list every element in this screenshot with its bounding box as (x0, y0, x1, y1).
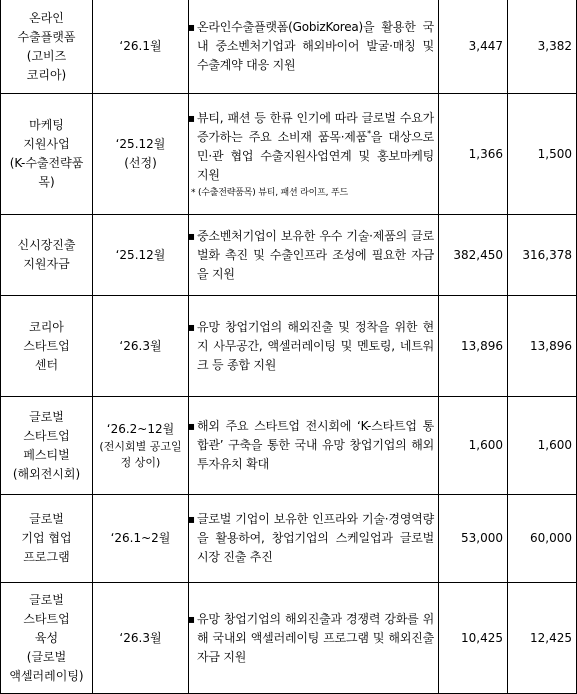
program-description (189, 94, 439, 215)
budget-current: 3,382 (508, 0, 577, 94)
application-date: ‘26.3월 (93, 583, 189, 694)
budget-prev: 1,366 (439, 94, 508, 215)
program-name: 글로벌 기업 협업 프로그램 (1, 495, 93, 583)
application-date: ‘25.12월 (선정) (93, 94, 189, 215)
table-row (1, 495, 577, 583)
program-description: ▪ 해외 주요 스타트업 전시회에 ‘K-스타트업 통합관’ 구축을 통한 국내 유망 창업기업의 해외 투자유치 확대 (189, 397, 439, 495)
budget-current: 316,378 (508, 215, 577, 296)
table-row (1, 296, 577, 397)
table-row (1, 397, 577, 495)
program-name: 글로벌 스타트업 육성 (글로벌 액셀러레이팅) (1, 583, 93, 694)
program-description: ▪ 중소벤처기업이 보유한 우수 기술·제품의 글로벌화 촉진 및 수출인프라 조성에 필요한 자금을 지원 (189, 215, 439, 296)
bullet-icon: ▪ (187, 228, 196, 243)
application-date: ‘25.12월 (93, 215, 189, 296)
table-row (1, 215, 577, 296)
budget-current: 60,000 (508, 495, 577, 583)
table-row (1, 94, 577, 215)
budget-current: 1,600 (508, 397, 577, 495)
budget-prev: 382,450 (439, 215, 508, 296)
budget-prev: 1,600 (439, 397, 508, 495)
table-row (1, 583, 577, 694)
program-description: ▪ 온라인수출플랫폼(GobizKorea)을 활용한 국내 중소벤처기업과 해외바이어 발굴·매칭 및 수출계약 대응 지원 (189, 0, 439, 94)
budget-current: 1,500 (508, 94, 577, 215)
application-date: ‘26.1~2월 (93, 495, 189, 583)
bullet-icon: ▪ (187, 611, 196, 626)
budget-prev: 53,000 (439, 495, 508, 583)
budget-current: 13,896 (508, 296, 577, 397)
bullet-icon: ▪ (187, 20, 196, 34)
application-date: ‘26.3월 (93, 296, 189, 397)
bullet-icon: ▪ (187, 110, 196, 125)
application-date: ‘26.1월 (93, 0, 189, 94)
bullet-icon: ▪ (187, 419, 196, 433)
program-name: 코리아 스타트업 센터 (1, 296, 93, 397)
program-description: ▪ 유망 창업기업의 해외진출과 경쟁력 강화를 위해 국내외 액셀러레이팅 프로그램 및 해외진출자금 지원 (189, 583, 439, 694)
footnote-mark: * (367, 128, 371, 138)
program-name: 온라인 수출플랫폼 (고비즈 코리아) (1, 0, 93, 94)
table-row (1, 0, 577, 94)
date-main: ‘26.2~12월 (106, 422, 175, 436)
program-name: 글로벌 스타트업 페스티벌 (해외전시회) (1, 397, 93, 495)
description-part-b: 을 대상으로 민·관 협업 수출지원사업연계 및 홍보마케팅 지원 (197, 129, 434, 182)
budget-current: 12,425 (508, 583, 577, 694)
bullet-icon: ▪ (187, 512, 196, 526)
program-name: 마케팅 지원사업 (K-수출전략품 목) (1, 94, 93, 215)
program-name: 신시장진출 지원자금 (1, 215, 93, 296)
budget-prev: 13,896 (439, 296, 508, 397)
program-description: ▪ 글로벌 기업이 보유한 인프라와 기술·경영역량을 활용하여, 창업기업의 스케일업과 글로벌 시장 진출 추진 (189, 495, 439, 583)
date-note: (전시회별 공고일 정 상이) (99, 440, 182, 469)
description-part-a: 뷰티, 패션 등 한류 인기에 따라 글로벌 수요가 증가하는 주요 소비재 품목·제품 (197, 110, 434, 144)
budget-prev: 10,425 (439, 583, 508, 694)
program-description: ▪ 유망 창업기업의 해외진출 및 정착을 위한 현지 사무공간, 액셀러레이팅 및 멘토링, 네트워크 등 종합 지원 (189, 296, 439, 397)
application-date (93, 397, 189, 495)
bullet-icon: ▪ (187, 319, 196, 334)
budget-prev: 3,447 (439, 0, 508, 94)
footnote: * (수출전략품목) 뷰티, 패션 라이프, 푸드 (191, 187, 348, 198)
